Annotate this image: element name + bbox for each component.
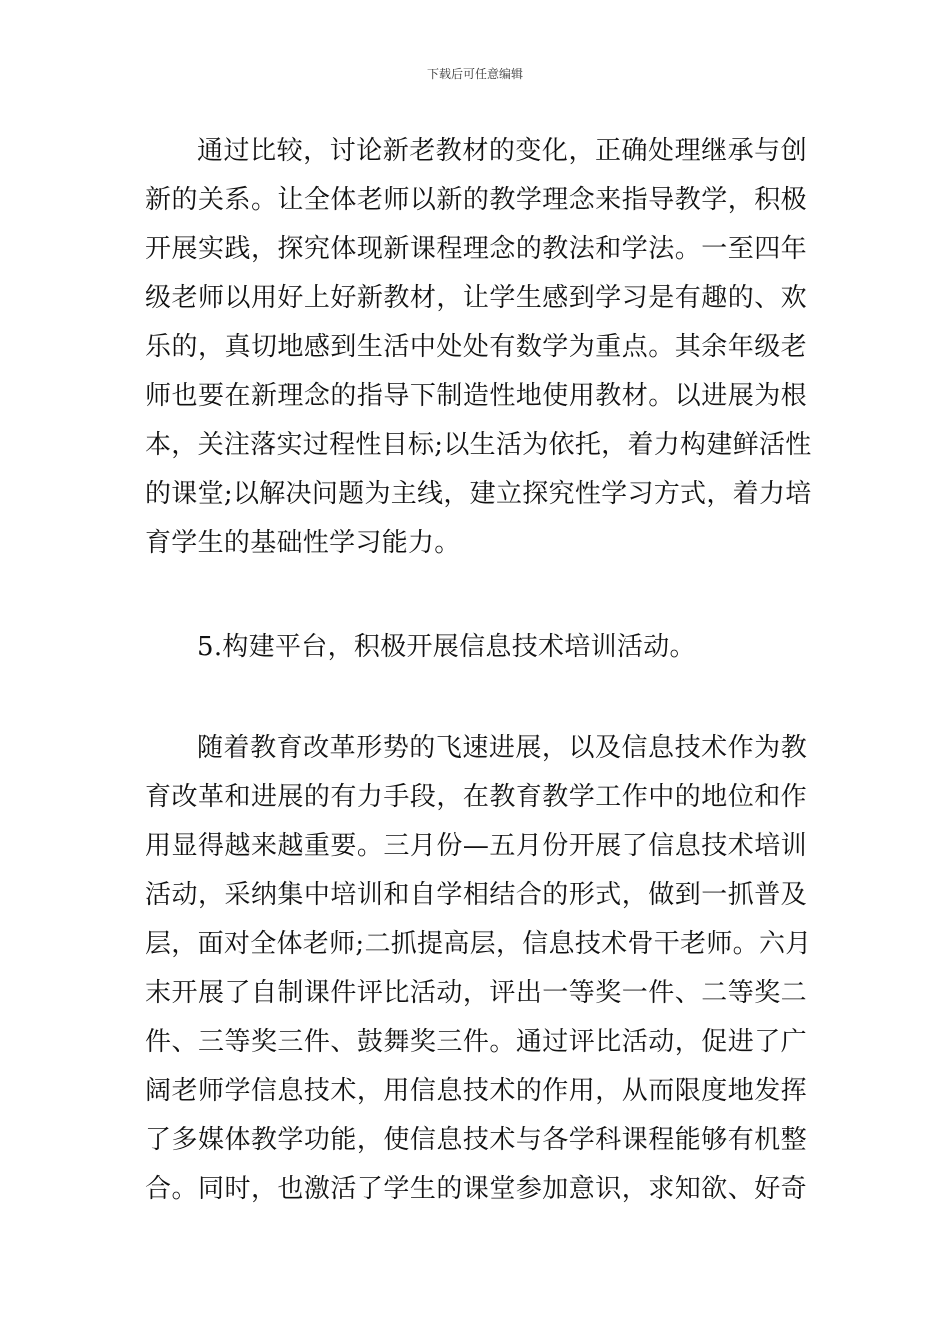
paragraph-line: 开展实践，探究体现新课程理念的教法和学法。一至四年 bbox=[145, 234, 807, 264]
paragraph-line: 阔老师学信息技术，用信息技术的作用，从而限度地发挥 bbox=[145, 1076, 807, 1106]
paragraph-line: 通过比较，讨论新老教材的变化，正确处理继承与创 bbox=[197, 136, 807, 166]
paragraph-line: 了多媒体教学功能，使信息技术与各学科课程能够有机整 bbox=[145, 1125, 807, 1155]
paragraph-line: 育改革和进展的有力手段，在教育教学工作中的地位和作 bbox=[145, 782, 807, 812]
paragraph-line: 随着教育改革形势的飞速进展，以及信息技术作为教 bbox=[197, 733, 807, 763]
paragraph-line: 件、三等奖三件、鼓舞奖三件。通过评比活动，促进了广 bbox=[145, 1027, 807, 1057]
page-header: 下载后可任意编辑 bbox=[426, 67, 523, 81]
paragraph-line: 末开展了自制课件评比活动，评出一等奖一件、二等奖二 bbox=[145, 978, 807, 1008]
paragraph-line: 活动，采纳集中培训和自学相结合的形式，做到一抓普及 bbox=[145, 880, 807, 910]
paragraph-line: 合。同时，也激活了学生的课堂参加意识，求知欲、好奇 bbox=[145, 1174, 807, 1204]
section-heading-text: 5.构建平台，积极开展信息技术培训活动。 bbox=[197, 632, 696, 662]
paragraph-line: 级老师以用好上好新教材，让学生感到学习是有趣的、欢 bbox=[145, 283, 807, 313]
body-paragraph-2 bbox=[145, 724, 812, 1214]
paragraph-line: 用显得越来越重要。三月份—五月份开展了信息技术培训 bbox=[145, 831, 807, 861]
paragraph-line: 的课堂;以解决问题为主线，建立探究性学习方式，着力培 bbox=[145, 479, 812, 509]
paragraph-line: 层，面对全体老师;二抓提高层，信息技术骨干老师。六月 bbox=[145, 929, 812, 959]
paragraph-line: 育学生的基础性学习能力。 bbox=[145, 528, 461, 558]
paragraph-line: 乐的，真切地感到生活中处处有数学为重点。其余年级老 bbox=[145, 332, 807, 362]
section-heading-5 bbox=[145, 623, 807, 672]
paragraph-line: 新的关系。让全体老师以新的教学理念来指导教学，积极 bbox=[145, 185, 807, 215]
paragraph-line: 本，关注落实过程性目标;以生活为依托，着力构建鲜活性 bbox=[145, 430, 812, 460]
body-paragraph-1 bbox=[145, 127, 812, 568]
paragraph-line: 师也要在新理念的指导下制造性地使用教材。以进展为根 bbox=[145, 381, 807, 411]
